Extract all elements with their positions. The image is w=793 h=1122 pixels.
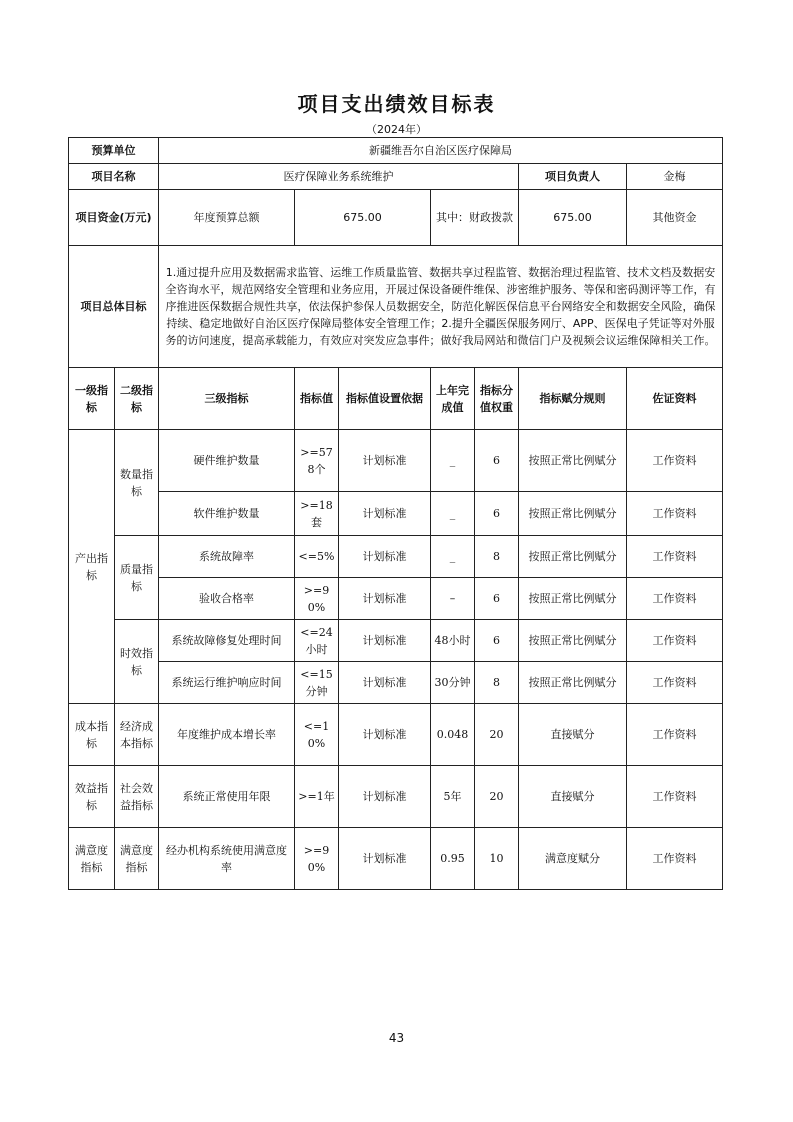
basis-cell: 计划标准 — [339, 662, 431, 704]
budget-unit-row — [69, 138, 723, 164]
table-row — [69, 536, 723, 578]
level3-cell: 系统故障率 — [159, 536, 295, 578]
level2-cell: 质量指标 — [115, 536, 159, 620]
performance-target-table — [68, 137, 723, 890]
evidence-cell: 工作资料 — [627, 536, 723, 578]
evidence-cell: 工作资料 — [627, 492, 723, 536]
level2-cell: 经济成本指标 — [115, 704, 159, 766]
weight-cell: 6 — [475, 430, 519, 492]
table-row — [69, 828, 723, 890]
table-row — [69, 578, 723, 620]
last-year-cell: 0.95 — [431, 828, 475, 890]
leader-value: 金梅 — [627, 164, 723, 190]
table-row — [69, 766, 723, 828]
basis-cell: 计划标准 — [339, 766, 431, 828]
table-row — [69, 620, 723, 662]
value-cell: <=5% — [295, 536, 339, 578]
evidence-cell: 工作资料 — [627, 662, 723, 704]
col-basis: 指标值设置依据 — [339, 368, 431, 430]
level1-cell: 效益指标 — [69, 766, 115, 828]
evidence-cell: 工作资料 — [627, 578, 723, 620]
basis-cell: 计划标准 — [339, 536, 431, 578]
page-title: 项目支出绩效目标表 — [297, 92, 496, 116]
fiscal-value: 675.00 — [519, 190, 627, 246]
weight-cell: 6 — [475, 620, 519, 662]
level2-cell: 社会效益指标 — [115, 766, 159, 828]
level3-cell: 软件维护数量 — [159, 492, 295, 536]
report-year: （2024年） — [366, 123, 427, 136]
level3-cell: 经办机构系统使用满意度率 — [159, 828, 295, 890]
table-row — [69, 704, 723, 766]
overall-goal-text: 1.通过提升应用及数据需求监管、运维工作质量监管、数据共享过程监管、数据治理过程监管、技术文档及数据安全咨询水平，规范网络安全管理和业务应用，开展过保设备硬件维保、涉密维护服务、等保和密码测评等工作，有序推进医保数据合规性共享，依法保护参保人员数据安全，防范化解医保信息平台网络安全和数据安全风险，确保持续、稳定地做好自治区医疗保障局整体安全管理工作；2.提升全疆医保服务网厅、APP、医保电子凭证等对外服务的访问速度，提高承载能力，有效应对突发应急事件；做好我局网站和微信门户及视频会议运维保障相关工作。 — [159, 246, 723, 368]
col-weight: 指标分值权重 — [475, 368, 519, 430]
basis-cell: 计划标准 — [339, 492, 431, 536]
value-cell: >=578个 — [295, 430, 339, 492]
value-cell: >=90% — [295, 578, 339, 620]
overall-goal-row — [69, 246, 723, 368]
rule-cell: 按照正常比例赋分 — [519, 430, 627, 492]
last-year-cell: – — [431, 578, 475, 620]
annual-budget-value: 675.00 — [295, 190, 431, 246]
project-name-value: 医疗保障业务系统维护 — [159, 164, 519, 190]
table-row — [69, 430, 723, 492]
rule-cell: 按照正常比例赋分 — [519, 662, 627, 704]
value-cell: <=24小时 — [295, 620, 339, 662]
last-year-cell: 0.048 — [431, 704, 475, 766]
evidence-cell: 工作资料 — [627, 704, 723, 766]
project-name-row — [69, 164, 723, 190]
evidence-cell: 工作资料 — [627, 766, 723, 828]
basis-cell: 计划标准 — [339, 620, 431, 662]
other-funds-label: 其他资金 — [627, 190, 723, 246]
rule-cell: 按照正常比例赋分 — [519, 492, 627, 536]
basis-cell: 计划标准 — [339, 828, 431, 890]
indicator-header-row — [69, 368, 723, 430]
weight-cell: 10 — [475, 828, 519, 890]
col-rule: 指标赋分规则 — [519, 368, 627, 430]
project-funds-row — [69, 190, 723, 246]
level3-cell: 系统正常使用年限 — [159, 766, 295, 828]
basis-cell: 计划标准 — [339, 430, 431, 492]
funds-label: 项目资金(万元) — [69, 190, 159, 246]
basis-cell: 计划标准 — [339, 578, 431, 620]
weight-cell: 8 — [475, 662, 519, 704]
evidence-cell: 工作资料 — [627, 430, 723, 492]
last-year-cell: _ — [431, 430, 475, 492]
value-cell: <=10% — [295, 704, 339, 766]
last-year-cell: 30分钟 — [431, 662, 475, 704]
level3-cell: 验收合格率 — [159, 578, 295, 620]
col-evidence: 佐证资料 — [627, 368, 723, 430]
col-level3: 三级指标 — [159, 368, 295, 430]
weight-cell: 6 — [475, 578, 519, 620]
last-year-cell: 48小时 — [431, 620, 475, 662]
table-row — [69, 492, 723, 536]
evidence-cell: 工作资料 — [627, 828, 723, 890]
annual-budget-label: 年度预算总额 — [159, 190, 295, 246]
level3-cell: 系统故障修复处理时间 — [159, 620, 295, 662]
value-cell: >=90% — [295, 828, 339, 890]
level3-cell: 系统运行维护响应时间 — [159, 662, 295, 704]
weight-cell: 6 — [475, 492, 519, 536]
budget-unit-value: 新疆维吾尔自治区医疗保障局 — [159, 138, 723, 164]
weight-cell: 20 — [475, 766, 519, 828]
level1-cell: 满意度指标 — [69, 828, 115, 890]
level1-cell: 产出指标 — [69, 430, 115, 704]
level1-cell: 成本指标 — [69, 704, 115, 766]
rule-cell: 直接赋分 — [519, 766, 627, 828]
level2-cell: 满意度指标 — [115, 828, 159, 890]
last-year-cell: _ — [431, 536, 475, 578]
fiscal-label: 其中：财政拨款 — [431, 190, 519, 246]
value-cell: <=15分钟 — [295, 662, 339, 704]
value-cell: >=1年 — [295, 766, 339, 828]
evidence-cell: 工作资料 — [627, 620, 723, 662]
rule-cell: 满意度赋分 — [519, 828, 627, 890]
rule-cell: 按照正常比例赋分 — [519, 578, 627, 620]
last-year-cell: _ — [431, 492, 475, 536]
level3-cell: 硬件维护数量 — [159, 430, 295, 492]
col-value: 指标值 — [295, 368, 339, 430]
page-number: 43 — [388, 1031, 405, 1045]
level2-cell: 时效指标 — [115, 620, 159, 704]
basis-cell: 计划标准 — [339, 704, 431, 766]
col-level2: 二级指标 — [115, 368, 159, 430]
table-row — [69, 662, 723, 704]
budget-unit-label: 预算单位 — [69, 138, 159, 164]
overall-goal-label: 项目总体目标 — [69, 246, 159, 368]
weight-cell: 20 — [475, 704, 519, 766]
project-name-label: 项目名称 — [69, 164, 159, 190]
value-cell: >=18套 — [295, 492, 339, 536]
level3-cell: 年度维护成本增长率 — [159, 704, 295, 766]
rule-cell: 按照正常比例赋分 — [519, 620, 627, 662]
level2-cell: 数量指标 — [115, 430, 159, 536]
col-last-year: 上年完成值 — [431, 368, 475, 430]
rule-cell: 直接赋分 — [519, 704, 627, 766]
col-level1: 一级指标 — [69, 368, 115, 430]
rule-cell: 按照正常比例赋分 — [519, 536, 627, 578]
last-year-cell: 5年 — [431, 766, 475, 828]
leader-label: 项目负责人 — [519, 164, 627, 190]
weight-cell: 8 — [475, 536, 519, 578]
